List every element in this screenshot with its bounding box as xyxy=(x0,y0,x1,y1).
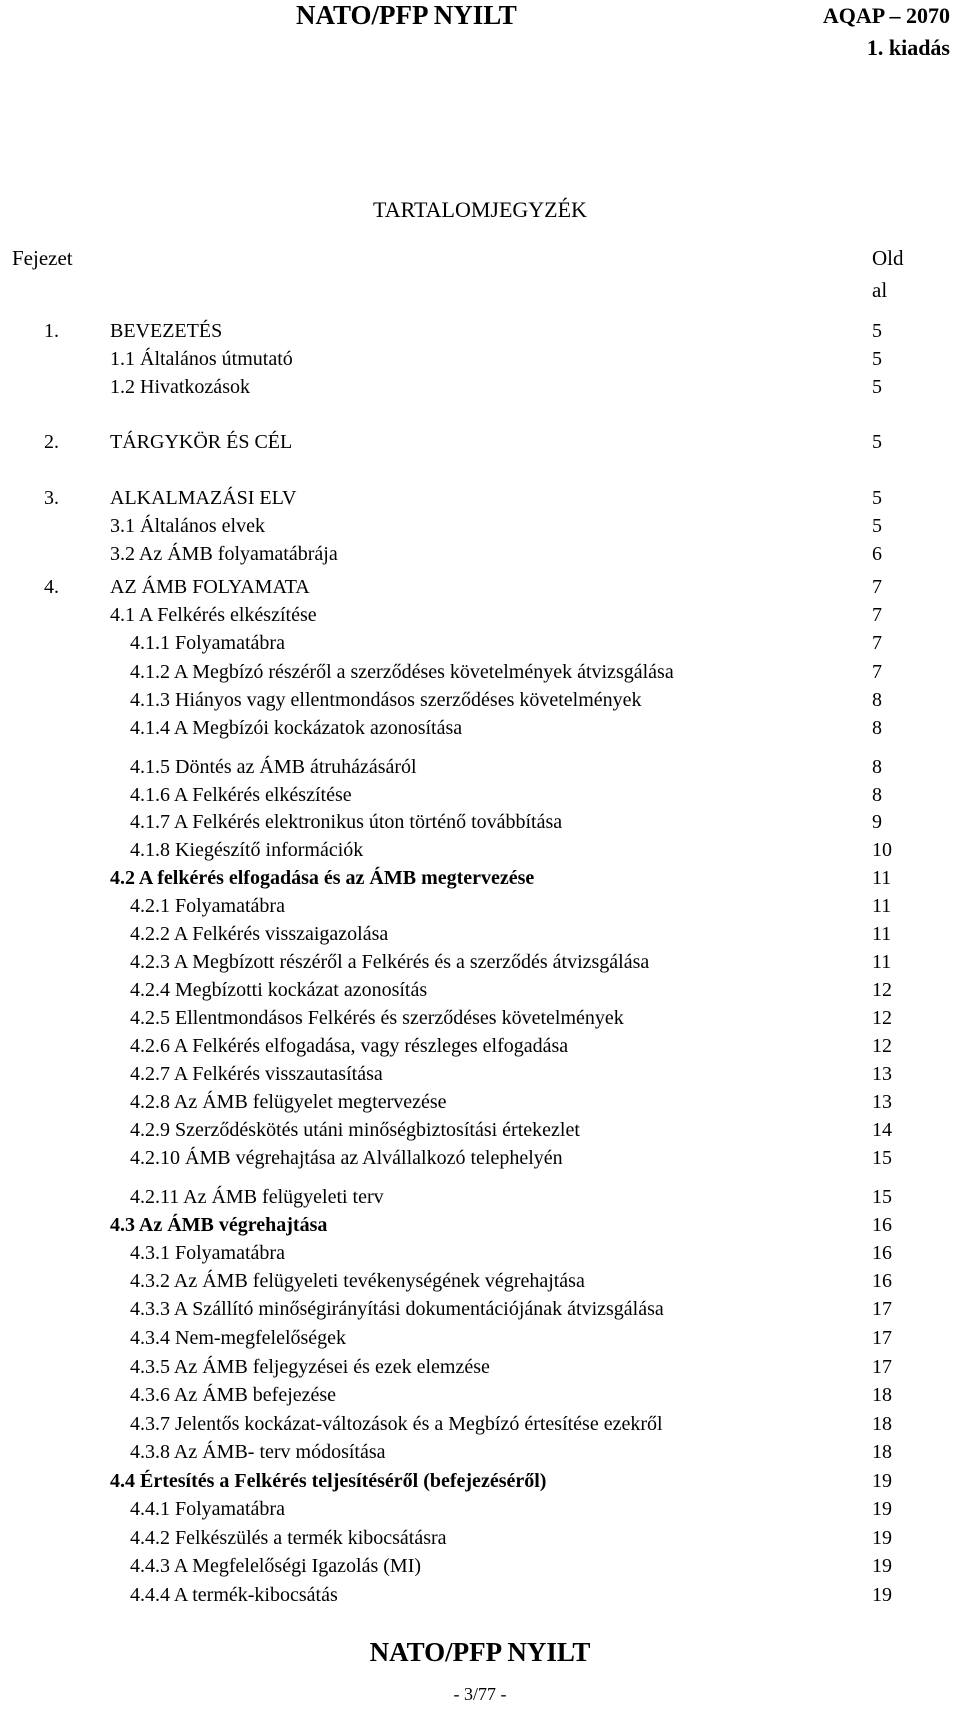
toc-entry[interactable] xyxy=(0,756,960,784)
toc-entry[interactable] xyxy=(0,320,960,348)
toc-entry[interactable] xyxy=(0,1441,960,1469)
toc-entry[interactable] xyxy=(0,1584,960,1612)
toc-entry-title: 4.2.5 Ellentmondásos Felkérés és szerződéses követelmények xyxy=(130,1007,624,1029)
toc-entry[interactable] xyxy=(0,784,960,812)
toc-entry-title: 4.2.2 A Felkérés visszaigazolása xyxy=(130,923,389,945)
toc-page-number: 18 xyxy=(872,1413,892,1435)
toc-entry[interactable] xyxy=(0,1356,960,1384)
toc-entry-title: 4.2.10 ÁMB végrehajtása az Alvállalkozó telephelyén xyxy=(130,1147,563,1169)
toc-entry-title: 4.4.2 Felkészülés a termék kibocsátásra xyxy=(130,1527,447,1549)
toc-page-number: 17 xyxy=(872,1327,892,1349)
toc-entry-title: 1.2 Hivatkozások xyxy=(110,376,250,398)
header-document-id xyxy=(823,0,950,64)
toc-entry-title: 4.4.4 A termék-kibocsátás xyxy=(130,1584,338,1606)
toc-entry[interactable] xyxy=(0,576,960,604)
toc-chapter-number: 4. xyxy=(44,576,59,598)
toc-entry[interactable] xyxy=(0,431,960,459)
toc-entry[interactable] xyxy=(0,1007,960,1035)
toc-entry[interactable] xyxy=(0,515,960,543)
toc-page-number: 9 xyxy=(872,811,882,833)
toc-page-number: 15 xyxy=(872,1186,892,1208)
toc-entry-title: 4.2.11 Az ÁMB felügyeleti terv xyxy=(130,1186,384,1208)
toc-entry[interactable] xyxy=(0,1498,960,1526)
toc-page-number: 7 xyxy=(872,604,882,626)
toc-chapter-number: 3. xyxy=(44,487,59,509)
toc-chapter-number: 1. xyxy=(44,320,59,342)
toc-page-number: 8 xyxy=(872,756,882,778)
toc-entry[interactable] xyxy=(0,951,960,979)
toc-entry-title: 4.1.6 A Felkérés elkészítése xyxy=(130,784,352,806)
toc-entry[interactable] xyxy=(0,348,960,376)
toc-entry[interactable] xyxy=(0,1063,960,1091)
toc-entry-title: 4.3.7 Jelentős kockázat-változások és a Megbízó értesítése ezekről xyxy=(130,1413,663,1435)
toc-entry-title: 1.1 Általános útmutató xyxy=(110,348,293,370)
toc-entry[interactable] xyxy=(0,487,960,515)
toc-entry-title: 4.1.4 A Megbízói kockázatok azonosítása xyxy=(130,717,463,739)
toc-entry[interactable] xyxy=(0,1186,960,1214)
toc-entry[interactable] xyxy=(0,632,960,660)
toc-page-number: 19 xyxy=(872,1527,892,1549)
toc-entry[interactable] xyxy=(0,1384,960,1412)
toc-entry[interactable] xyxy=(0,1527,960,1555)
header-classification: NATO/PFP NYILT xyxy=(296,0,517,30)
toc-page-number: 19 xyxy=(872,1498,892,1520)
toc-entry-title: 4.3 Az ÁMB végrehajtása xyxy=(110,1214,328,1236)
toc-page-number: 7 xyxy=(872,576,882,598)
toc-entry-title: AZ ÁMB FOLYAMATA xyxy=(110,576,310,598)
toc-entry-title: 4.2.9 Szerződéskötés utáni minőségbiztosítási értekezlet xyxy=(130,1119,580,1141)
toc-entry-title: 4.2.7 A Felkérés visszautasítása xyxy=(130,1063,383,1085)
page-number: - 3/77 - xyxy=(453,1684,507,1704)
toc-entry-title: 4.1.1 Folyamatábra xyxy=(130,632,285,654)
toc-entry[interactable] xyxy=(0,1035,960,1063)
toc-entry-title: 4.2.3 A Megbízott részéről a Felkérés és a szerződés átvizsgálása xyxy=(130,951,650,973)
toc-entry-title: TÁRGYKÖR ÉS CÉL xyxy=(110,431,293,453)
toc-page-number: 16 xyxy=(872,1270,892,1292)
toc-entry-title: 4.2.6 A Felkérés elfogadása, vagy részleges elfogadása xyxy=(130,1035,569,1057)
column-header-page-1: Old xyxy=(872,246,904,270)
toc-page-number: 16 xyxy=(872,1242,892,1264)
toc-page-number: 17 xyxy=(872,1298,892,1320)
toc-entry-title: 4.3.4 Nem-megfelelőségek xyxy=(130,1327,347,1349)
toc-page-number: 8 xyxy=(872,784,882,806)
toc-entry[interactable] xyxy=(0,376,960,404)
toc-entry-title: 4.4.3 A Megfelelőségi Igazolás (MI) xyxy=(130,1555,422,1577)
toc-entry-title: 4.2.8 Az ÁMB felügyelet megtervezése xyxy=(130,1091,447,1113)
toc-entry-title: 4.1 A Felkérés elkészítése xyxy=(110,604,317,626)
toc-chapter-number: 2. xyxy=(44,431,59,453)
toc-entry-title: BEVEZETÉS xyxy=(110,320,223,342)
toc-entry[interactable] xyxy=(0,839,960,867)
toc-entry[interactable] xyxy=(0,1327,960,1355)
toc-page-number: 10 xyxy=(872,839,892,861)
toc-entry[interactable] xyxy=(0,811,960,839)
footer-classification: NATO/PFP NYILT xyxy=(369,1637,591,1667)
toc-entry[interactable] xyxy=(0,604,960,632)
toc-entry-title: ALKALMAZÁSI ELV xyxy=(110,487,297,509)
toc-entry[interactable] xyxy=(0,895,960,923)
toc-page-number: 18 xyxy=(872,1384,892,1406)
toc-page-number: 18 xyxy=(872,1441,892,1463)
toc-entry[interactable] xyxy=(0,979,960,1007)
toc-entry-title: 4.3.8 Az ÁMB- terv módosítása xyxy=(130,1441,386,1463)
toc-entry[interactable] xyxy=(0,1470,960,1498)
toc-page-number: 17 xyxy=(872,1356,892,1378)
toc-page-number: 8 xyxy=(872,689,882,711)
toc-page-number: 5 xyxy=(872,348,882,370)
column-header-chapter: Fejezet xyxy=(12,246,73,270)
toc-page-number: 16 xyxy=(872,1214,892,1236)
toc-page-number: 7 xyxy=(872,661,882,683)
toc-entry-title: 4.2.1 Folyamatábra xyxy=(130,895,285,917)
toc-page-number: 11 xyxy=(872,923,892,945)
toc-entry-title: 4.1.7 A Felkérés elektronikus úton történő továbbítása xyxy=(130,811,563,833)
toc-entry-title: 4.4.1 Folyamatábra xyxy=(130,1498,285,1520)
toc-entry[interactable] xyxy=(0,923,960,951)
toc-page-number: 5 xyxy=(872,487,882,509)
header-doc-code: AQAP – 2070 xyxy=(822,3,950,28)
toc-page-number: 12 xyxy=(872,1007,892,1029)
toc-entry-title: 4.2 A felkérés elfogadása és az ÁMB megtervezése xyxy=(110,867,535,889)
column-header-page-2: al xyxy=(872,278,888,302)
toc-entry[interactable] xyxy=(0,661,960,689)
toc-entry[interactable] xyxy=(0,1214,960,1242)
toc-entry[interactable] xyxy=(0,717,960,745)
toc-entry-title: 4.1.2 A Megbízó részéről a szerződéses követelmények átvizsgálása xyxy=(130,661,674,683)
toc-entry-title: 4.3.5 Az ÁMB feljegyzései és ezek elemzése xyxy=(130,1356,490,1378)
toc-entry[interactable] xyxy=(0,867,960,895)
toc-entry[interactable] xyxy=(0,1147,960,1175)
toc-entry[interactable] xyxy=(0,1091,960,1119)
toc-entry-title: 4.3.6 Az ÁMB befejezése xyxy=(130,1384,337,1406)
toc-entry[interactable] xyxy=(0,689,960,717)
toc-page-number: 8 xyxy=(872,717,882,739)
toc-page-number: 19 xyxy=(872,1555,892,1577)
toc-page-number: 13 xyxy=(872,1091,892,1113)
header-edition: 1. kiadás xyxy=(866,35,950,60)
toc-entry-title: 4.1.5 Döntés az ÁMB átruházásáról xyxy=(130,756,417,778)
toc-entry-title: 4.2.4 Megbízotti kockázat azonosítás xyxy=(130,979,428,1001)
toc-entry[interactable] xyxy=(0,1298,960,1326)
toc-entry-title: 4.1.8 Kiegészítő információk xyxy=(130,839,364,861)
toc-title: TARTALOMJEGYZÉK xyxy=(373,197,587,222)
toc-entry[interactable] xyxy=(0,1119,960,1147)
toc-entry-title: 4.3.3 A Szállító minőségirányítási dokumentációjának átvizsgálása xyxy=(130,1298,664,1320)
toc-page-number: 7 xyxy=(872,632,882,654)
toc-entry[interactable] xyxy=(0,1242,960,1270)
toc-entry-title: 4.4 Értesítés a Felkérés teljesítéséről (befejezéséről) xyxy=(110,1470,547,1492)
toc-entry-title: 3.1 Általános elvek xyxy=(110,515,265,537)
toc-page-number: 5 xyxy=(872,431,882,453)
toc-page-number: 13 xyxy=(872,1063,892,1085)
toc-entry[interactable] xyxy=(0,1413,960,1441)
toc-page-number: 5 xyxy=(872,515,882,537)
toc-page-number: 5 xyxy=(872,320,882,342)
toc-page-number: 11 xyxy=(872,895,892,917)
toc-entry[interactable] xyxy=(0,1270,960,1298)
toc-entry-title: 4.3.1 Folyamatábra xyxy=(130,1242,285,1264)
toc-page-number: 14 xyxy=(872,1119,892,1141)
toc-page-number: 12 xyxy=(872,1035,892,1057)
toc-page-number: 5 xyxy=(872,376,882,398)
toc-entry-title: 4.1.3 Hiányos vagy ellentmondásos szerződéses követelmények xyxy=(130,689,642,711)
toc-page-number: 19 xyxy=(872,1470,892,1492)
toc-page-number: 15 xyxy=(872,1147,892,1169)
toc-entry[interactable] xyxy=(0,1555,960,1583)
toc-page-number: 12 xyxy=(872,979,892,1001)
toc-page-number: 11 xyxy=(872,867,892,889)
toc-entry-title: 4.3.2 Az ÁMB felügyeleti tevékenységének végrehajtása xyxy=(130,1270,585,1292)
toc-page-number: 6 xyxy=(872,543,882,565)
toc-entry[interactable] xyxy=(0,543,960,571)
toc-page-number: 11 xyxy=(872,951,892,973)
toc-page-number: 19 xyxy=(872,1584,892,1606)
toc-entry-title: 3.2 Az ÁMB folyamatábrája xyxy=(110,543,338,565)
